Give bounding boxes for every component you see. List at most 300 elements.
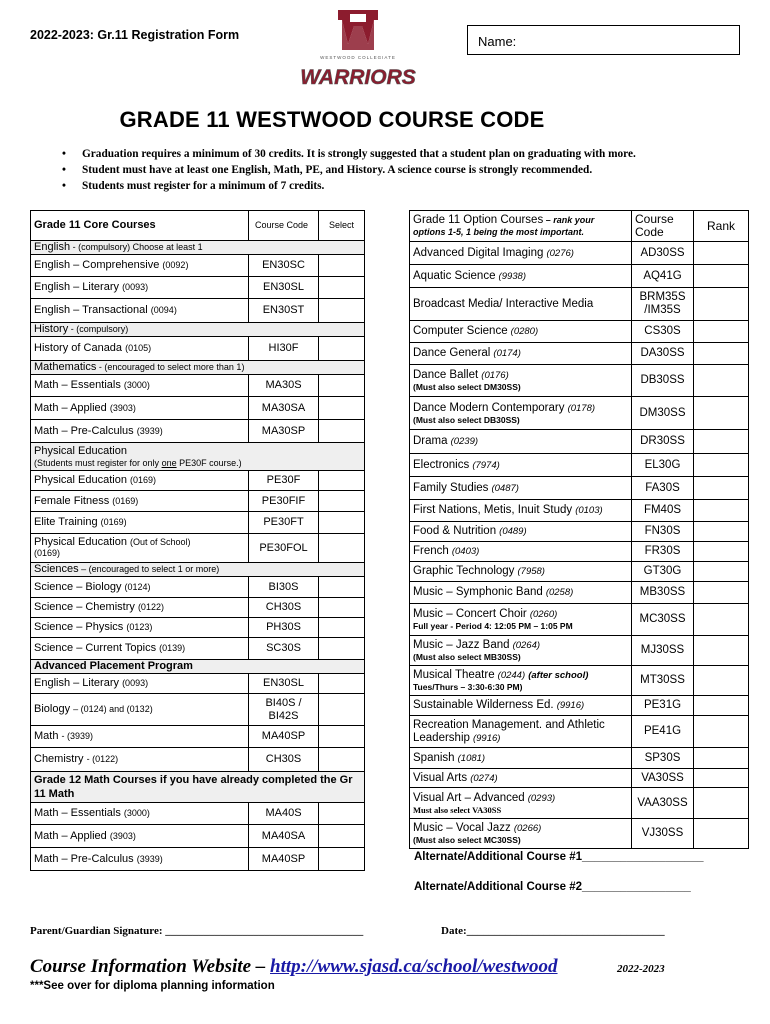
course-code-cell (249, 534, 319, 563)
course-name: Science – Biology (34, 580, 122, 593)
course-name-cell (31, 471, 249, 491)
course-name-cell (410, 265, 632, 288)
course-rank-input[interactable] (694, 430, 749, 454)
course-rank-input[interactable] (694, 819, 749, 849)
course-code: MJ30SS (640, 644, 685, 656)
course-select-checkbox[interactable] (319, 726, 365, 748)
course-name: Math – Essentials (34, 379, 121, 391)
course-rank-input[interactable] (694, 636, 749, 666)
course-select-checkbox[interactable] (319, 491, 365, 512)
course-code: EN30ST (262, 304, 305, 316)
course-name-cell (410, 748, 632, 769)
core-course-row (31, 375, 365, 397)
course-rank-input[interactable] (694, 477, 749, 500)
science-section-label: Sciences (34, 563, 79, 575)
option-header-row (410, 211, 749, 242)
ap-section (31, 660, 365, 674)
course-rank-input[interactable] (694, 716, 749, 748)
option-course-row (410, 769, 749, 788)
course-code-cell (632, 288, 694, 321)
course-number: (0293) (527, 792, 556, 804)
math-section-cell (31, 361, 365, 375)
course-code-cell (632, 666, 694, 696)
course-name-cell (410, 430, 632, 454)
core-course-row (31, 618, 365, 638)
course-select-checkbox[interactable] (319, 512, 365, 534)
course-select-checkbox[interactable] (319, 577, 365, 598)
course-rank-input[interactable] (694, 397, 749, 430)
course-code: FM40S (643, 504, 682, 516)
course-rank-input[interactable] (694, 562, 749, 582)
course-name: Science – Current Topics (34, 642, 157, 654)
pe-section (31, 443, 365, 471)
option-course-row (410, 397, 749, 430)
core-courses-table (30, 210, 365, 871)
course-name: English – Literary (34, 281, 119, 293)
course-rank-input[interactable] (694, 288, 749, 321)
course-number: (0239) (450, 436, 479, 447)
course-code: MC30SS (639, 613, 686, 625)
course-name: Math – Pre-Calculus (34, 852, 134, 865)
course-name-cell (31, 255, 249, 277)
ap-section-label: Advanced Placement Program (34, 660, 193, 672)
course-number: (0176) (481, 370, 509, 381)
course-select-checkbox[interactable] (319, 638, 365, 660)
course-name-cell (31, 803, 249, 825)
course-rank-input[interactable] (694, 321, 749, 343)
option-course-row (410, 265, 749, 288)
course-code-cell (632, 477, 694, 500)
course-name: Math – Pre-Calculus (34, 424, 134, 437)
course-select-checkbox[interactable] (319, 534, 365, 563)
name-label: Name: (478, 34, 517, 49)
option-course-row (410, 242, 749, 265)
course-name-cell (410, 242, 632, 265)
website-link[interactable]: http://www.sjasd.ca/school/westwood (270, 956, 558, 977)
option-course-row (410, 430, 749, 454)
course-code: SP30S (644, 751, 681, 764)
course-name: Dance Ballet (413, 369, 479, 381)
course-number: (0139) (159, 643, 186, 653)
course-code-cell (249, 694, 319, 726)
course-code-cell (249, 512, 319, 534)
course-name: Electronics (413, 458, 470, 471)
course-rank-input[interactable] (694, 604, 749, 636)
course-select-checkbox[interactable] (319, 674, 365, 694)
course-requirement-note: (Must also select DB30SS) (413, 414, 520, 425)
english-section (31, 241, 365, 255)
course-code: CH30S (265, 601, 302, 613)
course-name: First Nations, Metis, Inuit Study (413, 504, 573, 516)
option-course-row (410, 542, 749, 562)
course-website-line (30, 956, 558, 978)
course-select-checkbox[interactable] (319, 471, 365, 491)
course-code-cell (632, 562, 694, 582)
course-select-checkbox[interactable] (319, 420, 365, 443)
science-section-note: – (encouraged to select 1 or more) (78, 564, 220, 574)
course-code: MA40S (265, 807, 302, 819)
course-name: Broadcast Media/ Interactive Media (413, 297, 594, 310)
course-number: (Out of School) (130, 537, 191, 547)
course-name-cell (31, 534, 249, 563)
requirement-item: • Student must have at least one English, Math, PE, and History. A science course is strongly recommended. (62, 162, 636, 178)
course-code: MA40SA (261, 829, 306, 842)
core-course-row (31, 726, 365, 748)
course-number: (0266) (513, 823, 542, 834)
course-number: (0403) (451, 546, 480, 557)
course-name: Science – Physics (34, 621, 124, 633)
option-course-row (410, 343, 749, 365)
course-name-cell (31, 299, 249, 323)
requirement-item: • Graduation requires a minimum of 30 credits. It is strongly suggested that a student plan on graduating with more. (62, 146, 636, 162)
course-number: (7974) (472, 459, 500, 471)
course-select-checkbox[interactable] (319, 598, 365, 618)
course-code: AD30SS (640, 246, 685, 259)
option-course-row (410, 716, 749, 748)
course-code-cell (249, 748, 319, 772)
core-course-row (31, 255, 365, 277)
course-name-cell (31, 726, 249, 748)
course-code-cell (249, 299, 319, 323)
course-code-cell (249, 397, 319, 420)
course-name-cell (31, 748, 249, 772)
course-rank-input[interactable] (694, 666, 749, 696)
course-rank-input[interactable] (694, 365, 749, 397)
science-section (31, 563, 365, 577)
course-select-checkbox[interactable] (319, 277, 365, 299)
course-number: (0258) (545, 587, 574, 598)
core-header-row (31, 211, 365, 241)
name-field[interactable] (467, 25, 740, 55)
requirements-list (62, 146, 636, 194)
course-code-cell (249, 471, 319, 491)
course-code: HI30F (268, 342, 299, 354)
course-number: (0169) (130, 475, 157, 485)
course-name: Female Fitness (34, 494, 110, 507)
course-code-cell (632, 265, 694, 288)
course-select-checkbox[interactable] (319, 397, 365, 420)
course-select-checkbox[interactable] (319, 694, 365, 726)
course-name-cell (410, 604, 632, 636)
course-select-checkbox[interactable] (319, 337, 365, 361)
option-course-row (410, 582, 749, 604)
option-course-row (410, 321, 749, 343)
course-name: Physical Education (34, 536, 127, 548)
course-rank-input[interactable] (694, 500, 749, 522)
course-code-cell (632, 769, 694, 788)
course-select-checkbox[interactable] (319, 848, 365, 871)
course-code: CS30S (644, 325, 681, 337)
option-course-row (410, 604, 749, 636)
option-course-row (410, 666, 749, 696)
course-name: Aquatic Science (413, 269, 496, 282)
course-code-cell (632, 696, 694, 716)
pe-section-cell (31, 443, 365, 471)
course-code-cell (632, 819, 694, 849)
course-name: Chemistry (34, 753, 84, 765)
course-number: (9938) (498, 270, 526, 282)
course-code: DM30SS (639, 406, 686, 419)
course-requirement-note: (Must also select MB30SS) (413, 652, 521, 662)
option-course-row (410, 477, 749, 500)
core-course-row (31, 748, 365, 772)
course-select-checkbox[interactable] (319, 825, 365, 848)
course-number: (0276) (546, 247, 574, 259)
course-name: Elite Training (34, 516, 98, 528)
course-code: DR30SS (640, 435, 685, 447)
course-name-cell (31, 512, 249, 534)
course-requirement-note: (Must also select DM30SS) (413, 382, 521, 392)
course-name-cell (410, 582, 632, 604)
course-name: History of Canada (34, 342, 123, 354)
course-name-cell (410, 500, 632, 522)
course-name-cell (31, 491, 249, 512)
course-rank-input[interactable] (694, 343, 749, 365)
course-name-cell (31, 825, 249, 848)
parent-signature-field[interactable]: Parent/Guardian Signature: ____________________________________ (30, 925, 364, 937)
course-name-cell (31, 598, 249, 618)
course-number: - (0122) (86, 754, 119, 764)
course-name-cell (410, 288, 632, 321)
core-course-row (31, 337, 365, 361)
course-name: Family Studies (413, 481, 489, 494)
gr12-section-cell (31, 772, 365, 803)
core-course-row (31, 577, 365, 598)
svg-text:WARRIORS: WARRIORS (300, 66, 416, 89)
option-course-row (410, 696, 749, 716)
course-rank-input[interactable] (694, 769, 749, 788)
course-number: (3000) (123, 808, 150, 818)
course-rank-input[interactable] (694, 788, 749, 819)
course-name-cell (410, 769, 632, 788)
course-code: PE30FOL (259, 541, 308, 554)
course-name: Visual Art – Advanced (413, 791, 525, 804)
course-number: (9916) (556, 700, 585, 711)
course-code-cell (632, 242, 694, 265)
alternate-course-2-field[interactable]: Alternate/Additional Course #2_________________ (414, 881, 691, 893)
course-code-cell (632, 430, 694, 454)
core-course-row (31, 471, 365, 491)
course-rank-input[interactable] (694, 542, 749, 562)
course-name: Graphic Technology (413, 565, 515, 577)
course-number: (0094) (150, 305, 177, 315)
course-name-cell (31, 375, 249, 397)
course-name: Recreation Management. and Athletic Leadership (413, 718, 605, 744)
course-name-cell (31, 848, 249, 871)
course-number: (0123) (126, 622, 153, 632)
course-requirement-note: (Must also select MC30SS) (413, 835, 521, 845)
course-code-cell (632, 500, 694, 522)
footer-year: 2022-2023 (617, 963, 665, 975)
date-field[interactable]: Date:____________________________________ (441, 925, 665, 937)
form-title: 2022-2023: Gr.11 Registration Form (30, 28, 240, 42)
course-number: (0178) (567, 402, 596, 414)
core-course-row (31, 491, 365, 512)
course-name-cell (410, 477, 632, 500)
option-course-row (410, 522, 749, 542)
course-name: English – Transactional (34, 304, 148, 316)
course-requirement-note: Must also select VA30SS (413, 804, 502, 815)
course-name-cell (410, 397, 632, 430)
course-requirement-note: Tues/Thurs – 3:30-6:30 PM) (413, 682, 523, 692)
core-course-row (31, 694, 365, 726)
course-number: (0105) (125, 343, 152, 353)
course-name-cell (410, 522, 632, 542)
option-courses-table (409, 210, 749, 849)
course-number: (3939) (136, 853, 163, 864)
pe-note-pre: (Students must register for only (34, 457, 162, 468)
gr12-section (31, 772, 365, 803)
math-section (31, 361, 365, 375)
course-rank-input[interactable] (694, 265, 749, 288)
history-section-label: History (34, 323, 69, 335)
course-code-cell (632, 522, 694, 542)
course-rank-input[interactable] (694, 696, 749, 716)
course-name-cell (31, 337, 249, 361)
course-name-cell (31, 577, 249, 598)
course-code: AQ41G (643, 269, 682, 282)
course-code-cell (249, 420, 319, 443)
course-name-cell (410, 696, 632, 716)
course-code-cell (249, 638, 319, 660)
option-course-row (410, 454, 749, 477)
warriors-logo (300, 6, 416, 94)
option-course-row (410, 788, 749, 819)
course-rank-input[interactable] (694, 522, 749, 542)
option-header-course (410, 211, 632, 242)
course-name-cell (31, 420, 249, 443)
course-code: EN30SL (263, 281, 304, 293)
alternate-course-1-field[interactable]: Alternate/Additional Course #1___________________ (414, 851, 704, 863)
core-course-row (31, 825, 365, 848)
course-name-cell (410, 562, 632, 582)
course-select-checkbox[interactable] (319, 375, 365, 397)
pe-section-note (34, 458, 242, 468)
course-code-cell (249, 726, 319, 748)
course-select-checkbox[interactable] (319, 618, 365, 638)
course-name: Music – Concert Choir (413, 608, 527, 620)
course-code: MA30SA (261, 401, 306, 414)
course-number: (0487) (491, 482, 519, 494)
course-code: FR30S (644, 545, 681, 557)
course-select-checkbox[interactable] (319, 803, 365, 825)
course-name: French (413, 545, 449, 557)
science-section-cell (31, 563, 365, 577)
course-code: MA40SP (261, 852, 306, 865)
core-header-select (319, 211, 365, 241)
course-name-cell (410, 321, 632, 343)
course-code-cell (632, 542, 694, 562)
course-code-cell (249, 825, 319, 848)
course-code: PE30FIF (261, 494, 306, 507)
course-code: PE30F (266, 474, 301, 486)
ap-section-cell (31, 660, 365, 674)
course-code: MA30S (265, 379, 302, 391)
course-number: – (0124) and (0132) (73, 704, 153, 714)
option-course-row (410, 500, 749, 522)
history-section (31, 323, 365, 337)
option-header-code (632, 211, 694, 242)
course-name: Visual Arts (413, 771, 468, 784)
course-code: EL30G (644, 458, 681, 471)
course-rank-input[interactable] (694, 748, 749, 769)
math-section-note: - (encouraged to select more than 1) (96, 362, 245, 372)
course-name-cell (410, 542, 632, 562)
course-code-cell (249, 491, 319, 512)
course-rank-input[interactable] (694, 242, 749, 265)
course-name: Math – Applied (34, 401, 107, 414)
page-title: GRADE 11 WESTWOOD COURSE CODE (119, 107, 545, 132)
course-name-cell (31, 277, 249, 299)
course-code-cell (249, 598, 319, 618)
course-code-cell (249, 803, 319, 825)
course-select-checkbox[interactable] (319, 255, 365, 277)
course-number: (0093) (122, 678, 149, 688)
core-header-code-label: Course Code (255, 220, 309, 230)
course-number: (7958) (517, 566, 545, 577)
pe-note-post: PE30F course.) (176, 457, 242, 468)
course-name-cell (410, 788, 632, 819)
gr12-section-label: Grade 12 Math Courses if you have already completed the Gr 11 Math (34, 774, 353, 800)
course-code: FA30S (645, 481, 680, 494)
course-name: Music – Jazz Band (413, 639, 510, 651)
course-name: Computer Science (413, 325, 508, 337)
course-code-cell (249, 848, 319, 871)
course-rank-input[interactable] (694, 454, 749, 477)
course-code-cell (632, 321, 694, 343)
course-name: Advanced Digital Imaging (413, 246, 544, 259)
english-section-note: - (compulsory) Choose at least 1 (70, 242, 203, 252)
see-over-note: ***See over for diploma planning information (30, 980, 275, 992)
course-name-cell (31, 618, 249, 638)
core-course-row (31, 397, 365, 420)
course-name-cell (410, 666, 632, 696)
course-select-checkbox[interactable] (319, 748, 365, 772)
core-course-row (31, 674, 365, 694)
course-code: BI40S / BI42S (265, 696, 302, 722)
course-code-cell (249, 255, 319, 277)
course-code: VAA30SS (637, 796, 688, 809)
website-label: Course Information Website – (30, 956, 271, 977)
course-code-cell (632, 343, 694, 365)
course-number: (0264) (512, 640, 541, 651)
course-rank-input[interactable] (694, 582, 749, 604)
course-number: (0169) (112, 495, 139, 506)
course-name-cell (31, 694, 249, 726)
course-code-cell (632, 582, 694, 604)
course-code: FN30S (644, 525, 681, 537)
course-number: (3903) (109, 402, 136, 413)
course-number: (0124) (124, 581, 151, 592)
course-name: Dance Modern Contemporary (413, 401, 565, 414)
core-course-row (31, 598, 365, 618)
pe-section-label: Physical Education (34, 444, 127, 457)
course-code-cell (632, 788, 694, 819)
course-name: Drama (413, 435, 448, 447)
course-name: English – Literary (34, 677, 119, 689)
course-name: Food & Nutrition (413, 525, 497, 537)
course-code-cell (632, 365, 694, 397)
course-number: (9916) (472, 732, 501, 744)
course-name-cell (410, 343, 632, 365)
option-header-label: Grade 11 Option Courses (413, 214, 544, 226)
history-section-note: - (compulsory) (68, 324, 129, 334)
course-number: (3000) (123, 380, 150, 390)
option-course-row (410, 819, 749, 849)
course-code-cell (249, 337, 319, 361)
course-select-checkbox[interactable] (319, 299, 365, 323)
english-section-cell (31, 241, 365, 255)
